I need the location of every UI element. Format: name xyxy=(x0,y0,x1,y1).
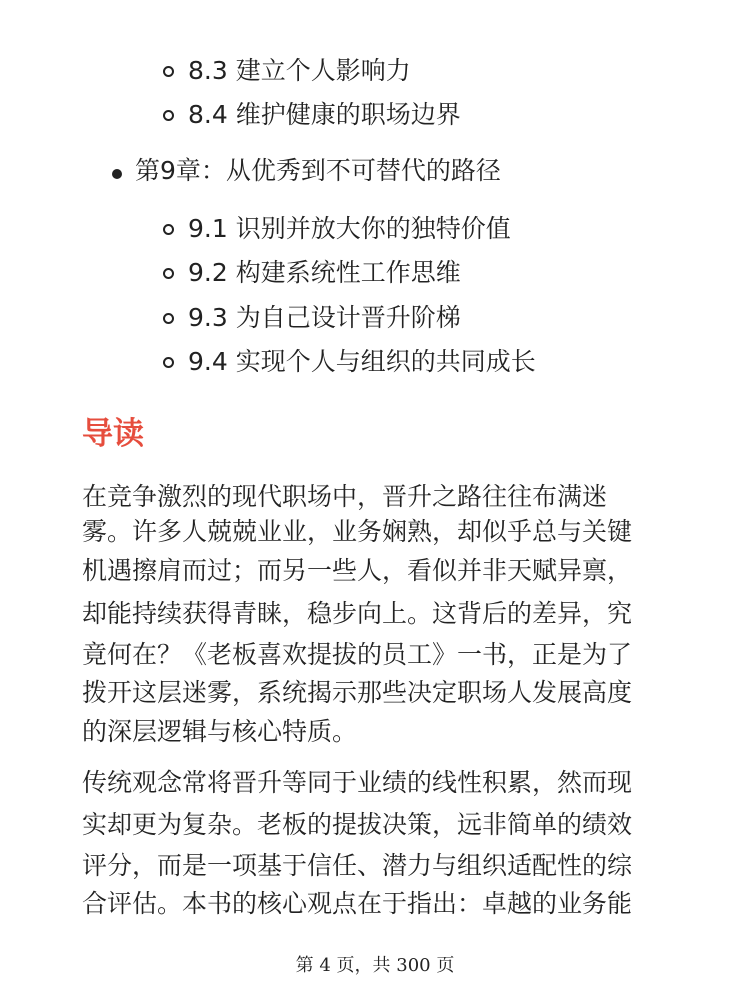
section-heading: 导读 xyxy=(82,416,144,452)
toc-item-8-3[interactable]: 8.3 建立个人影响力 xyxy=(188,56,411,85)
paragraph-line: 拨开这层迷雾，系统揭示那些决定职场人发展高度 xyxy=(82,678,633,707)
toc-item-9-3[interactable]: 9.3 为自己设计晋升阶梯 xyxy=(188,303,461,332)
paragraph-line: 机遇擦肩而过；而另一些人，看似并非天赋异禀， xyxy=(82,556,633,585)
solid-bullet-icon xyxy=(112,169,122,179)
toc-chapter-9[interactable]: 第9章：从优秀到不可替代的路径 xyxy=(135,156,501,185)
hollow-bullet-icon xyxy=(163,357,174,368)
paragraph-line: 雾。许多人兢兢业业，业务娴熟，却似乎总与关键 xyxy=(82,517,633,546)
toc-item-8-4[interactable]: 8.4 维护健康的职场边界 xyxy=(188,100,461,129)
paragraph-line: 却能持续获得青睐，稳步向上。这背后的差异，究 xyxy=(82,599,633,628)
hollow-bullet-icon xyxy=(163,268,174,279)
paragraph-line: 竟何在？《老板喜欢提拔的员工》一书，正是为了 xyxy=(82,640,633,669)
paragraph-line: 实却更为复杂。老板的提拔决策，远非简单的绩效 xyxy=(82,810,633,839)
paragraph-line: 在竞争激烈的现代职场中，晋升之路往往布满迷 xyxy=(82,482,608,511)
toc-item-9-4[interactable]: 9.4 实现个人与组织的共同成长 xyxy=(188,347,536,376)
hollow-bullet-icon xyxy=(163,313,174,324)
toc-item-9-1[interactable]: 9.1 识别并放大你的独特价值 xyxy=(188,214,511,243)
paragraph-line: 评分，而是一项基于信任、潜力与组织适配性的综 xyxy=(82,851,633,880)
hollow-bullet-icon xyxy=(163,66,174,77)
hollow-bullet-icon xyxy=(163,110,174,121)
paragraph-line: 传统观念常将晋升等同于业绩的线性积累，然而现 xyxy=(82,768,633,797)
paragraph-line: 合评估。本书的核心观点在于指出：卓越的业务能 xyxy=(82,889,633,918)
hollow-bullet-icon xyxy=(163,224,174,235)
page-number: 第 4 页，共 300 页 xyxy=(295,955,455,976)
paragraph-line: 的深层逻辑与核心特质。 xyxy=(82,717,358,746)
toc-item-9-2[interactable]: 9.2 构建系统性工作思维 xyxy=(188,258,461,287)
